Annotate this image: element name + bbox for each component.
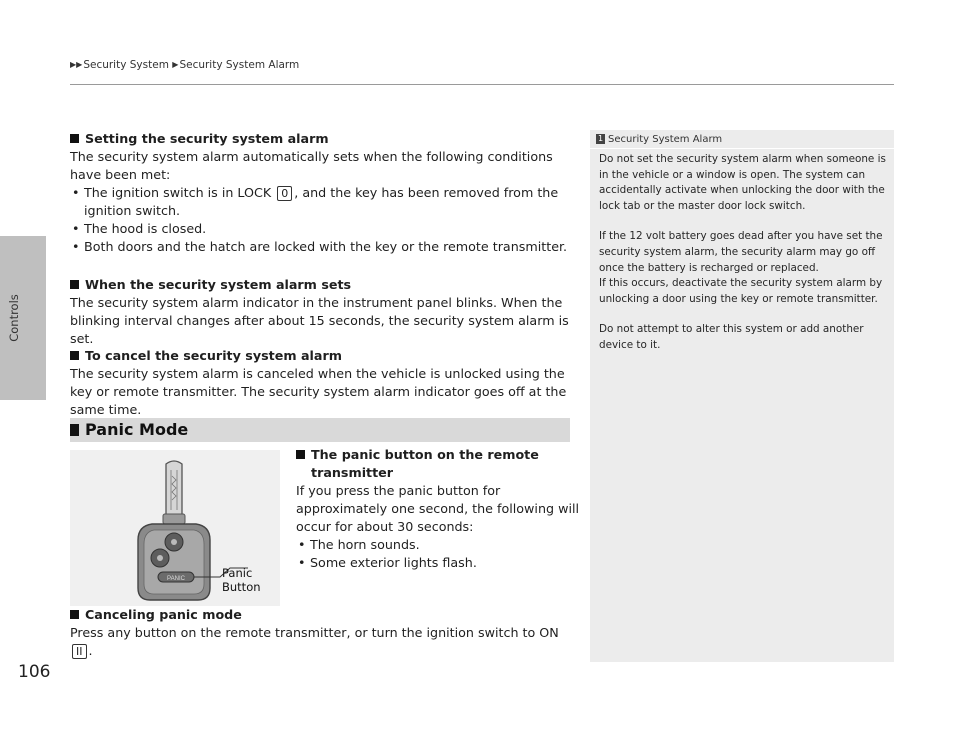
square-bullet-icon [70,134,79,143]
panic-effects-list [296,536,581,572]
section-heading: Canceling panic mode [70,606,580,624]
note-paragraph: If this occurs, deactivate the security system alarm by unlocking a door using the key or remote transmitter. [599,277,883,305]
breadcrumb-arrow-icon: ▶ [172,60,179,69]
note-paragraph: Do not attempt to alter this system or add another device to it. [599,323,864,351]
section-cancel [70,347,580,419]
ignition-position-badge: 0 [277,186,292,201]
header-divider [70,84,894,85]
ignition-position-badge: II [72,644,87,659]
square-bullet-icon [70,424,79,436]
list-item: • The hood is closed. [72,221,207,236]
list-item: • Some exterior lights flash. [298,555,477,570]
panic-button-callout-label: Panic Button [222,566,261,594]
square-bullet-icon [296,450,305,459]
list-item: • Both doors and the hatch are locked with the key or the remote transmitter. [72,239,568,254]
sidebar-note-body [599,152,887,354]
note-number-badge: 1 [597,134,604,143]
square-bullet-icon [70,610,79,619]
remote-key-figure [70,450,280,606]
square-bullet-icon [70,351,79,360]
section-heading: When the security system alarm sets [70,276,580,294]
section-body: Press any button on the remote transmitter, or turn the ignition switch to ON II . [70,625,559,658]
section-body: If you press the panic button for approximately one second, the following will occur for about 30 seconds: [296,483,580,534]
breadcrumb [70,59,299,71]
section-heading: To cancel the security system alarm [70,347,580,365]
list-item: • The horn sounds. [298,537,420,552]
sidebar-note-title: 1 Security System Alarm [597,134,723,145]
chapter-side-label: Controls [7,294,21,342]
conditions-list [70,184,580,256]
section-setting [70,130,580,256]
section-cancel-panic [70,606,580,660]
svg-text:PANIC: PANIC [167,576,185,582]
section-body: The security system alarm indicator in the instrument panel blinks. When the blinking interval changes after about 15 seconds, the security system alarm is set. [70,295,569,346]
panic-mode-title: Panic Mode [85,420,189,439]
section-panic-button [296,446,581,572]
list-item: • The ignition switch is in LOCK 0 , and the key has been removed from the ignition switch. [72,185,559,218]
note-paragraph: Do not set the security system alarm when someone is in the vehicle or a window is open. The system can accidentally activate when unlocking the door with the lock tab or the master door lock switch. [599,153,886,212]
square-bullet-icon [70,280,79,289]
breadcrumb-arrow-icon: ▶▶ [70,60,83,69]
sidebar-note-divider [590,148,894,149]
breadcrumb-level-2[interactable]: Security System Alarm [179,59,300,71]
section-heading: Setting the security system alarm [70,130,580,148]
section-body: The security system alarm is canceled when the vehicle is unlocked using the key or remote transmitter. The security system alarm indicator goes off at the same time. [70,366,567,417]
section-intro: The security system alarm automatically sets when the following conditions have been met: [70,149,553,182]
note-paragraph: If the 12 volt battery goes dead after you have set the security system alarm, the security alarm may go off once the battery is recharged or replaced. [599,230,883,274]
section-sets [70,276,580,348]
page-number: 106 [18,662,51,682]
breadcrumb-level-1[interactable]: Security System [83,59,169,71]
section-heading: The panic button on the remote transmitter [296,446,581,482]
panic-mode-title-bar [70,418,570,442]
